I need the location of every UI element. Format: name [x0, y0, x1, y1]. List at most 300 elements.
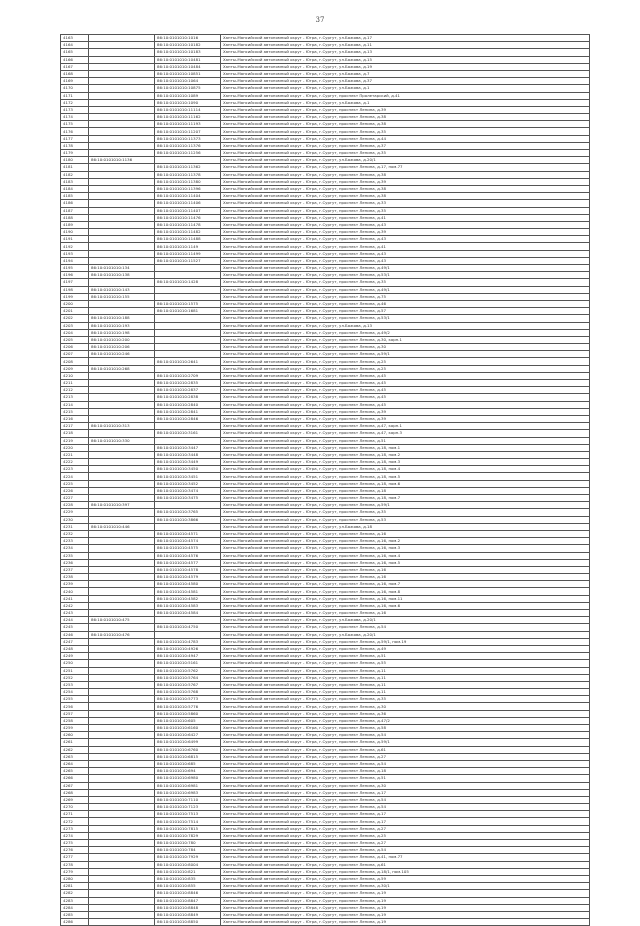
row-number-cell: 4166: [61, 56, 89, 63]
object-cadastral-cell: 86:10:0101010:4583: [155, 602, 221, 609]
address-cell: Ханты-Мансийский автономный округ - Югра, г.Сургут, ул.Бажова, д.20/1: [221, 631, 590, 638]
table-row: [61, 171, 590, 178]
land-cadastral-cell: [89, 868, 155, 875]
row-number-cell: 4189: [61, 221, 89, 228]
table-row: [61, 56, 590, 63]
land-cadastral-cell: [89, 63, 155, 70]
address-cell: Ханты-Мансийский автономный округ - Югра, г.Сургут, проспект Пролетарский, д.41: [221, 92, 590, 99]
table-row: [61, 42, 590, 49]
row-number-cell: 4240: [61, 588, 89, 595]
address-cell: Ханты-Мансийский автономный округ - Югра, г.Сургут, проспект Ленина, д.17, пом.77: [221, 164, 590, 171]
address-cell: Ханты-Мансийский автономный округ - Югра, г.Сургут, проспект Ленина, д.41: [221, 243, 590, 250]
address-cell: Ханты-Мансийский автономный округ - Югра, г.Сургут, проспект Ленина, д.18, пом.2: [221, 451, 590, 458]
object-cadastral-cell: [155, 423, 221, 430]
address-cell: Ханты-Мансийский автономный округ - Югра, г.Сургут, проспект Ленина, д.25: [221, 365, 590, 372]
object-cadastral-cell: 86:10:0101010:3452: [155, 480, 221, 487]
object-cadastral-cell: 86:10:0101010:7514: [155, 818, 221, 825]
object-cadastral-cell: 86:10:0101010:11478: [155, 221, 221, 228]
object-cadastral-cell: 86:10:0101010:6760: [155, 746, 221, 753]
address-cell: Ханты-Мансийский автономный округ - Югра, г.Сургут, ул.Бажова, д.37: [221, 78, 590, 85]
table-row: [61, 775, 590, 782]
address-cell: Ханты-Мансийский автономный округ - Югра, г.Сургут, проспект Ленина, д.17: [221, 818, 590, 825]
address-cell: Ханты-Мансийский автономный округ - Югра, г.Сургут, проспект Ленина, д.59/1, пом.19: [221, 638, 590, 645]
address-cell: Ханты-Мансийский автономный округ - Югра, г.Сургут, проспект Ленина, д.33: [221, 200, 590, 207]
row-number-cell: 4258: [61, 717, 89, 724]
row-number-cell: 4196: [61, 272, 89, 279]
table-row: [61, 265, 590, 272]
table-row: [61, 329, 590, 336]
address-cell: Ханты-Мансийский автономный округ - Югра, г.Сургут, проспект Ленина, д.38: [221, 193, 590, 200]
object-cadastral-cell: 86:10:0101010:10875: [155, 85, 221, 92]
object-cadastral-cell: [155, 351, 221, 358]
table-row: [61, 229, 590, 236]
row-number-cell: 4187: [61, 207, 89, 214]
table-row: [61, 516, 590, 523]
object-cadastral-cell: 86:10:0101010:11256: [155, 150, 221, 157]
table-row: [61, 523, 590, 530]
table-row: [61, 150, 590, 157]
object-cadastral-cell: 86:10:0101010:3448: [155, 451, 221, 458]
object-cadastral-cell: 86:10:0101010:5776: [155, 703, 221, 710]
row-number-cell: 4213: [61, 394, 89, 401]
table-row: [61, 401, 590, 408]
address-cell: Ханты-Мансийский автономный округ - Югра, г.Сургут, проспект Ленина, д.57: [221, 308, 590, 315]
object-cadastral-cell: 86:10:0101010:11527: [155, 257, 221, 264]
table-row: [61, 710, 590, 717]
row-number-cell: 4280: [61, 875, 89, 882]
row-number-cell: 4226: [61, 487, 89, 494]
address-cell: Ханты-Мансийский автономный округ - Югра, г.Сургут, ул.Бажова, д.1: [221, 99, 590, 106]
object-cadastral-cell: [155, 523, 221, 530]
address-cell: Ханты-Мансийский автономный округ - Югра, г.Сургут, проспект Ленина, д.25: [221, 832, 590, 839]
address-cell: Ханты-Мансийский автономный округ - Югра, г.Сургут, проспект Ленина, д.30: [221, 703, 590, 710]
address-cell: Ханты-Мансийский автономный округ - Югра, г.Сургут, проспект Ленина, д.49/2: [221, 329, 590, 336]
table-row: [61, 157, 590, 164]
address-cell: Ханты-Мансийский автономный округ - Югра, г.Сургут, проспект Ленина, д.16, пом.7: [221, 581, 590, 588]
object-cadastral-cell: 86:10:0101010:11114: [155, 106, 221, 113]
land-cadastral-cell: [89, 804, 155, 811]
address-cell: Ханты-Мансийский автономный округ - Югра, г.Сургут, проспект Ленина, д.39: [221, 408, 590, 415]
row-number-cell: 4220: [61, 444, 89, 451]
row-number-cell: 4239: [61, 581, 89, 588]
address-cell: Ханты-Мансийский автономный округ - Югра, г.Сургут, проспект Ленина, д.18, пом.6: [221, 480, 590, 487]
land-cadastral-cell: [89, 861, 155, 868]
table-row: [61, 818, 590, 825]
address-cell: Ханты-Мансийский автономный округ - Югра, г.Сургут, проспект Ленина, д.46: [221, 300, 590, 307]
address-cell: Ханты-Мансийский автономный округ - Югра, г.Сургут, проспект Ленина, д.35: [221, 279, 590, 286]
row-number-cell: 4241: [61, 595, 89, 602]
object-cadastral-cell: 86:10:0101010:4580: [155, 581, 221, 588]
address-cell: Ханты-Мансийский автономный округ - Югра, г.Сургут, проспект Ленина, д.17: [221, 811, 590, 818]
land-cadastral-cell: [89, 645, 155, 652]
address-cell: Ханты-Мансийский автономный округ - Югра, г.Сургут, проспект Ленина, д.44: [221, 135, 590, 142]
object-cadastral-cell: 86:10:0101010:6983: [155, 789, 221, 796]
object-cadastral-cell: 86:10:0101010:4578: [155, 566, 221, 573]
row-number-cell: 4227: [61, 495, 89, 502]
object-cadastral-cell: 86:10:0101010:7929: [155, 854, 221, 861]
row-number-cell: 4248: [61, 645, 89, 652]
row-number-cell: 4168: [61, 70, 89, 77]
table-row: [61, 847, 590, 854]
object-cadastral-cell: 86:10:0101010:685: [155, 760, 221, 767]
object-cadastral-cell: [155, 322, 221, 329]
address-cell: Ханты-Мансийский автономный округ - Югра, г.Сургут, проспект Ленина, д.47, корп.1: [221, 423, 590, 430]
land-cadastral-cell: 86:10:0101010:198: [89, 329, 155, 336]
row-number-cell: 4194: [61, 257, 89, 264]
object-cadastral-cell: 86:10:0101010:6980: [155, 775, 221, 782]
object-cadastral-cell: 86:10:0101010:2840: [155, 401, 221, 408]
table-row: [61, 868, 590, 875]
object-cadastral-cell: 86:10:0101010:1089: [155, 92, 221, 99]
row-number-cell: 4176: [61, 128, 89, 135]
row-number-cell: 4285: [61, 911, 89, 918]
land-cadastral-cell: [89, 840, 155, 847]
row-number-cell: 4204: [61, 329, 89, 336]
row-number-cell: 4218: [61, 430, 89, 437]
land-cadastral-cell: [89, 667, 155, 674]
row-number-cell: 4261: [61, 739, 89, 746]
row-number-cell: 4286: [61, 919, 89, 926]
address-cell: Ханты-Мансийский автономный округ - Югра, г.Сургут, проспект Ленина, д.16: [221, 574, 590, 581]
row-number-cell: 4279: [61, 868, 89, 875]
row-number-cell: 4228: [61, 502, 89, 509]
table-row: [61, 142, 590, 149]
land-cadastral-cell: 86:10:0101010:446: [89, 523, 155, 530]
address-cell: Ханты-Мансийский автономный округ - Югра, г.Сургут, ул.Бажова, д.1: [221, 85, 590, 92]
address-cell: Ханты-Мансийский автономный округ - Югра, г.Сургут, проспект Ленина, д.18: [221, 487, 590, 494]
table-row: [61, 99, 590, 106]
table-row: [61, 825, 590, 832]
address-cell: Ханты-Мансийский автономный округ - Югра, г.Сургут, проспект Ленина, д.54: [221, 732, 590, 739]
row-number-cell: 4234: [61, 545, 89, 552]
address-cell: Ханты-Мансийский автономный округ - Югра, г.Сургут, проспект Ленина, д.41: [221, 214, 590, 221]
table-row: [61, 768, 590, 775]
object-cadastral-cell: 86:10:0101010:11193: [155, 121, 221, 128]
address-cell: Ханты-Мансийский автономный округ - Югра, г.Сургут, проспект Ленина, д.18, пом.4: [221, 466, 590, 473]
object-cadastral-cell: [155, 502, 221, 509]
object-cadastral-cell: 86:10:0101010:3161: [155, 430, 221, 437]
address-cell: Ханты-Мансийский автономный округ - Югра, г.Сургут, проспект Ленина, д.19: [221, 911, 590, 918]
table-row: [61, 811, 590, 818]
table-row: [61, 272, 590, 279]
land-cadastral-cell: [89, 106, 155, 113]
land-cadastral-cell: [89, 257, 155, 264]
address-cell: Ханты-Мансийский автономный округ - Югра, г.Сургут, проспект Ленина, д.45: [221, 394, 590, 401]
object-cadastral-cell: 86:10:0101010:5764: [155, 674, 221, 681]
row-number-cell: 4252: [61, 674, 89, 681]
address-cell: Ханты-Мансийский автономный округ - Югра, г.Сургут, проспект Ленина, д.75: [221, 293, 590, 300]
address-cell: Ханты-Мансийский автономный округ - Югра, г.Сургут, проспект Ленина, д.54: [221, 760, 590, 767]
table-row: [61, 854, 590, 861]
table-row: [61, 250, 590, 257]
row-number-cell: 4216: [61, 415, 89, 422]
land-cadastral-cell: 86:10:0101010:134: [89, 265, 155, 272]
object-cadastral-cell: 86:10:0101010:6427: [155, 732, 221, 739]
land-cadastral-cell: [89, 789, 155, 796]
object-cadastral-cell: 86:10:0101010:1090: [155, 99, 221, 106]
object-cadastral-cell: 86:10:0101010:1681: [155, 308, 221, 315]
land-cadastral-cell: [89, 92, 155, 99]
row-number-cell: 4276: [61, 847, 89, 854]
address-cell: Ханты-Мансийский автономный округ - Югра, г.Сургут, проспект Ленина, д.18, пом.3: [221, 459, 590, 466]
table-row: [61, 423, 590, 430]
table-row: [61, 351, 590, 358]
table-row: [61, 286, 590, 293]
land-cadastral-cell: [89, 487, 155, 494]
table-row: [61, 782, 590, 789]
address-cell: Ханты-Мансийский автономный округ - Югра, г.Сургут, проспект Ленина, д.38: [221, 185, 590, 192]
table-row: [61, 610, 590, 617]
object-cadastral-cell: 86:10:0101010:11162: [155, 114, 221, 121]
land-cadastral-cell: [89, 610, 155, 617]
row-number-cell: 4250: [61, 660, 89, 667]
row-number-cell: 4167: [61, 63, 89, 70]
row-number-cell: 4266: [61, 775, 89, 782]
address-cell: Ханты-Мансийский автономный округ - Югра, г.Сургут, проспект Ленина, д.27: [221, 825, 590, 832]
object-cadastral-cell: 86:10:0101010:784: [155, 847, 221, 854]
table-row: [61, 753, 590, 760]
address-cell: Ханты-Мансийский автономный округ - Югра, г.Сургут, проспект Ленина, д.36: [221, 710, 590, 717]
object-cadastral-cell: 86:10:0101010:5767: [155, 681, 221, 688]
land-cadastral-cell: [89, 221, 155, 228]
land-cadastral-cell: [89, 703, 155, 710]
row-number-cell: 4177: [61, 135, 89, 142]
land-cadastral-cell: [89, 243, 155, 250]
row-number-cell: 4284: [61, 904, 89, 911]
land-cadastral-cell: [89, 415, 155, 422]
land-cadastral-cell: [89, 185, 155, 192]
address-cell: Ханты-Мансийский автономный округ - Югра, г.Сургут, проспект Ленина, д.59/1: [221, 739, 590, 746]
row-number-cell: 4201: [61, 308, 89, 315]
row-number-cell: 4178: [61, 142, 89, 149]
land-cadastral-cell: [89, 890, 155, 897]
page-number: 37: [315, 16, 325, 24]
object-cadastral-cell: 86:10:0101010:8004: [155, 861, 221, 868]
address-cell: Ханты-Мансийский автономный округ - Югра, г.Сургут, проспект Ленина, д.51: [221, 775, 590, 782]
land-cadastral-cell: [89, 653, 155, 660]
land-cadastral-cell: [89, 408, 155, 415]
table-row: [61, 495, 590, 502]
object-cadastral-cell: [155, 631, 221, 638]
land-cadastral-cell: [89, 796, 155, 803]
land-cadastral-cell: [89, 430, 155, 437]
land-cadastral-cell: 86:10:0101010:313: [89, 423, 155, 430]
row-number-cell: 4163: [61, 35, 89, 42]
address-cell: Ханты-Мансийский автономный округ - Югра, г.Сургут, ул.Бажова, д.7: [221, 70, 590, 77]
table-row: [61, 530, 590, 537]
object-cadastral-cell: 86:10:0101010:8850: [155, 919, 221, 926]
land-cadastral-cell: [89, 372, 155, 379]
table-row: [61, 444, 590, 451]
row-number-cell: 4211: [61, 380, 89, 387]
row-number-cell: 4175: [61, 121, 89, 128]
object-cadastral-cell: 86:10:0101010:4581: [155, 588, 221, 595]
table-row: [61, 681, 590, 688]
land-cadastral-cell: [89, 811, 155, 818]
row-number-cell: 4275: [61, 840, 89, 847]
table-row: [61, 890, 590, 897]
object-cadastral-cell: 86:10:0101010:11407: [155, 207, 221, 214]
row-number-cell: 4262: [61, 746, 89, 753]
object-cadastral-cell: 86:10:0101010:3475: [155, 495, 221, 502]
table-row: [61, 300, 590, 307]
row-number-cell: 4191: [61, 236, 89, 243]
table-row: [61, 344, 590, 351]
row-number-cell: 4247: [61, 638, 89, 645]
object-cadastral-cell: 86:10:0101010:2838: [155, 394, 221, 401]
table-row: [61, 703, 590, 710]
land-cadastral-cell: [89, 595, 155, 602]
row-number-cell: 4254: [61, 689, 89, 696]
row-number-cell: 4257: [61, 710, 89, 717]
table-row: [61, 372, 590, 379]
table-row: [61, 164, 590, 171]
land-cadastral-cell: [89, 200, 155, 207]
address-cell: Ханты-Мансийский автономный округ - Югра, г.Сургут, проспект Ленина, д.16, пом.6: [221, 602, 590, 609]
table-row: [61, 430, 590, 437]
address-cell: Ханты-Мансийский автономный округ - Югра, г.Сургут, проспект Ленина, д.39: [221, 106, 590, 113]
table-row: [61, 631, 590, 638]
land-cadastral-cell: [89, 193, 155, 200]
object-cadastral-cell: 86:10:0101010:2641: [155, 358, 221, 365]
address-cell: Ханты-Мансийский автономный округ - Югра, г.Сургут, проспект Ленина, д.16, пом.4: [221, 552, 590, 559]
land-cadastral-cell: [89, 78, 155, 85]
table-row: [61, 257, 590, 264]
land-cadastral-cell: [89, 775, 155, 782]
row-number-cell: 4198: [61, 286, 89, 293]
address-cell: Ханты-Мансийский автономный округ - Югра, г.Сургут, проспект Ленина, д.16: [221, 610, 590, 617]
address-cell: Ханты-Мансийский автономный округ - Югра, г.Сургут, проспект Ленина, д.51: [221, 653, 590, 660]
address-cell: Ханты-Мансийский автономный округ - Югра, г.Сургут, проспект Ленина, д.16, пом.2: [221, 538, 590, 545]
land-cadastral-cell: [89, 380, 155, 387]
row-number-cell: 4179: [61, 150, 89, 157]
object-cadastral-cell: 86:10:0101010:4947: [155, 653, 221, 660]
object-cadastral-cell: 86:10:0101010:11476: [155, 214, 221, 221]
address-cell: Ханты-Мансийский автономный округ - Югра, г.Сургут, проспект Ленина, д.27: [221, 753, 590, 760]
address-cell: Ханты-Мансийский автономный округ - Югра, г.Сургут, проспект Ленина, д.37: [221, 142, 590, 149]
table-row: [61, 466, 590, 473]
row-number-cell: 4233: [61, 538, 89, 545]
object-cadastral-cell: 86:10:0101010:5768: [155, 689, 221, 696]
row-number-cell: 4274: [61, 832, 89, 839]
object-cadastral-cell: 86:10:0101010:11488: [155, 236, 221, 243]
land-cadastral-cell: [89, 451, 155, 458]
object-cadastral-cell: 86:10:0101010:11396: [155, 185, 221, 192]
land-cadastral-cell: 86:10:0101010:143: [89, 286, 155, 293]
address-cell: Ханты-Мансийский автономный округ - Югра, г.Сургут, проспект Ленина, д.18: [221, 768, 590, 775]
address-cell: Ханты-Мансийский автономный округ - Югра, г.Сургут, проспект Ленина, д.30/1: [221, 883, 590, 890]
table-row: [61, 875, 590, 882]
object-cadastral-cell: 86:10:0101010:10481: [155, 56, 221, 63]
table-row: [61, 804, 590, 811]
object-cadastral-cell: 86:10:0101010:10484: [155, 63, 221, 70]
row-number-cell: 4183: [61, 178, 89, 185]
object-cadastral-cell: [155, 336, 221, 343]
table-row: [61, 63, 590, 70]
land-cadastral-cell: [89, 300, 155, 307]
table-row: [61, 243, 590, 250]
object-cadastral-cell: 86:10:0101010:694: [155, 768, 221, 775]
row-number-cell: 4192: [61, 243, 89, 250]
table-row: [61, 789, 590, 796]
object-cadastral-cell: 86:10:0101010:3765: [155, 509, 221, 516]
table-row: [61, 236, 590, 243]
address-cell: Ханты-Мансийский автономный округ - Югра, г.Сургут, ул.Бажова, д.13: [221, 49, 590, 56]
address-cell: Ханты-Мансийский автономный округ - Югра, г.Сургут, проспект Ленина, д.19: [221, 904, 590, 911]
address-cell: Ханты-Мансийский автономный округ - Югра, г.Сургут, проспект Ленина, д.54: [221, 804, 590, 811]
land-cadastral-cell: [89, 150, 155, 157]
table-row: [61, 473, 590, 480]
table-row: [61, 315, 590, 322]
address-cell: Ханты-Мансийский автономный округ - Югра, г.Сургут, проспект Ленина, д.38: [221, 121, 590, 128]
land-cadastral-cell: [89, 602, 155, 609]
object-cadastral-cell: 86:10:0101010:7815: [155, 825, 221, 832]
land-cadastral-cell: [89, 387, 155, 394]
row-number-cell: 4244: [61, 617, 89, 624]
land-cadastral-cell: [89, 681, 155, 688]
land-cadastral-cell: 86:10:0101010:268: [89, 365, 155, 372]
land-cadastral-cell: [89, 128, 155, 135]
address-cell: Ханты-Мансийский автономный округ - Югра, г.Сургут, проспект Ленина, д.35: [221, 207, 590, 214]
address-cell: Ханты-Мансийский автономный округ - Югра, г.Сургут, ул.Бажова, д.20/1: [221, 617, 590, 624]
address-cell: Ханты-Мансийский автономный округ - Югра, г.Сургут, проспект Ленина, д.45: [221, 372, 590, 379]
address-cell: Ханты-Мансийский автономный округ - Югра, г.Сургут, проспект Ленина, д.16, пом.3: [221, 545, 590, 552]
object-cadastral-cell: 86:10:0101010:5773: [155, 696, 221, 703]
object-cadastral-cell: 86:10:0101010:835: [155, 875, 221, 882]
object-cadastral-cell: 86:10:0101010:4571: [155, 530, 221, 537]
object-cadastral-cell: [155, 315, 221, 322]
table-row: [61, 732, 590, 739]
table-body: [61, 35, 590, 926]
address-cell: Ханты-Мансийский автономный округ - Югра, г.Сургут, проспект Ленина, д.11: [221, 681, 590, 688]
address-cell: Ханты-Мансийский автономный округ - Югра, г.Сургут, проспект Ленина, д.59: [221, 875, 590, 882]
land-cadastral-cell: [89, 530, 155, 537]
object-cadastral-cell: 86:10:0101010:1149: [155, 243, 221, 250]
address-cell: Ханты-Мансийский автономный округ - Югра, г.Сургут, проспект Ленина, д.18/1, пом.105: [221, 868, 590, 875]
table-row: [61, 200, 590, 207]
land-cadastral-cell: [89, 473, 155, 480]
land-cadastral-cell: [89, 56, 155, 63]
object-cadastral-cell: 86:10:0101010:4750: [155, 624, 221, 631]
address-cell: Ханты-Мансийский автономный округ - Югра, г.Сургут, проспект Ленина, д.45: [221, 387, 590, 394]
land-cadastral-cell: [89, 99, 155, 106]
table-row: [61, 459, 590, 466]
table-row: [61, 92, 590, 99]
row-number-cell: 4268: [61, 789, 89, 796]
object-cadastral-cell: 86:10:0101010:11373: [155, 135, 221, 142]
table-row: [61, 358, 590, 365]
land-cadastral-cell: [89, 725, 155, 732]
row-number-cell: 4217: [61, 423, 89, 430]
row-number-cell: 4199: [61, 293, 89, 300]
table-row: [61, 415, 590, 422]
land-cadastral-cell: [89, 207, 155, 214]
land-cadastral-cell: [89, 70, 155, 77]
object-cadastral-cell: [155, 437, 221, 444]
address-cell: Ханты-Мансийский автономный округ - Югра, г.Сургут, проспект Ленина, д.16, пом.11: [221, 595, 590, 602]
row-number-cell: 4245: [61, 624, 89, 631]
object-cadastral-cell: [155, 265, 221, 272]
object-cadastral-cell: [155, 617, 221, 624]
table-row: [61, 796, 590, 803]
land-cadastral-cell: 86:10:0101010:330: [89, 437, 155, 444]
object-cadastral-cell: 86:10:0101010:2837: [155, 387, 221, 394]
row-number-cell: 4260: [61, 732, 89, 739]
address-cell: Ханты-Мансийский автономный округ - Югра, г.Сургут, проспект Ленина, д.54: [221, 847, 590, 854]
address-cell: Ханты-Мансийский автономный округ - Югра, г.Сургут, проспект Ленина, д.47/2: [221, 717, 590, 724]
row-number-cell: 4221: [61, 451, 89, 458]
address-cell: Ханты-Мансийский автономный округ - Югра, г.Сургут, проспект Ленина, д.35: [221, 509, 590, 516]
